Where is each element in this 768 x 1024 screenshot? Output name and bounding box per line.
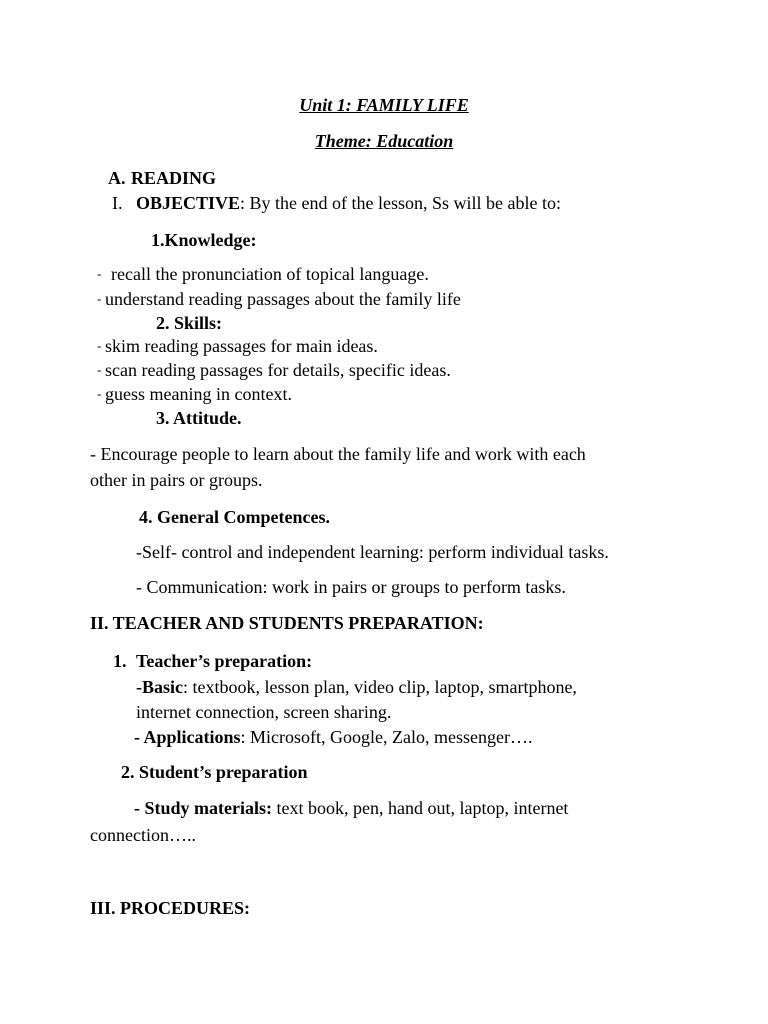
basic-label: -Basic (136, 677, 183, 697)
unit-title: Unit 1: FAMILY LIFE (299, 95, 469, 115)
skills-item-text: scan reading passages for details, specific ideas. (105, 360, 451, 380)
study-materials-line (134, 798, 568, 818)
knowledge-heading: 1.Knowledge: (151, 230, 257, 250)
attitude-heading: 3. Attitude. (156, 408, 242, 428)
applications-label: - Applications (134, 727, 241, 747)
basic-text: : textbook, lesson plan, video clip, laptop, smartphone, (183, 677, 577, 697)
teacher-preparation-heading (113, 651, 312, 671)
bullet-dash: - (97, 338, 102, 353)
objective-label: OBJECTIVE (136, 193, 241, 213)
applications-line (134, 727, 532, 747)
skills-item (0, 360, 768, 380)
section-a-number: A. (108, 168, 126, 188)
bullet-dash: - (97, 386, 102, 401)
attitude-text-line: other in pairs or groups. (90, 470, 263, 490)
skills-item (0, 384, 768, 404)
basic-text-continued: internet connection, screen sharing. (136, 702, 392, 722)
study-materials-continued: connection….. (90, 825, 196, 845)
teacher-preparation-label: Teacher’s preparation: (136, 651, 313, 671)
skills-item-text: skim reading passages for main ideas. (105, 336, 378, 356)
section-a-label: READING (131, 168, 217, 188)
knowledge-item (0, 289, 768, 309)
theme-title: Theme: Education (314, 131, 454, 151)
basic-line (136, 677, 577, 697)
applications-text: : Microsoft, Google, Zalo, messenger…. (240, 727, 533, 747)
study-materials-text: text book, pen, hand out, laptop, internet (272, 798, 569, 818)
teacher-preparation-number: 1. (113, 651, 127, 671)
objective-line (112, 193, 561, 213)
bullet-dash: - (97, 266, 102, 281)
objective-text: : By the end of the lesson, Ss will be able to: (240, 193, 561, 213)
bullet-dash: - (97, 291, 102, 306)
knowledge-item-text: understand reading passages about the family life (105, 289, 461, 309)
skills-item-text: guess meaning in context. (105, 384, 292, 404)
competence-item: - Communication: work in pairs or groups to perform tasks. (136, 577, 566, 597)
competence-item: -Self- control and independent learning: perform individual tasks. (136, 542, 609, 562)
section-a-heading (108, 168, 216, 188)
knowledge-item-text: recall the pronunciation of topical language. (111, 264, 429, 284)
study-materials-label: - Study materials: (134, 798, 272, 818)
skills-heading: 2. Skills: (156, 313, 223, 333)
knowledge-item (0, 264, 768, 284)
bullet-dash: - (97, 362, 102, 377)
attitude-text-line: - Encourage people to learn about the family life and work with each (90, 444, 586, 464)
objective-number: I. (112, 193, 123, 213)
preparation-heading: II. TEACHER AND STUDENTS PREPARATION: (90, 613, 484, 633)
competences-heading: 4. General Competences. (139, 507, 330, 527)
skills-item (0, 336, 768, 356)
procedures-heading: III. PROCEDURES: (90, 898, 251, 918)
student-preparation-heading: 2. Student’s preparation (121, 762, 308, 782)
